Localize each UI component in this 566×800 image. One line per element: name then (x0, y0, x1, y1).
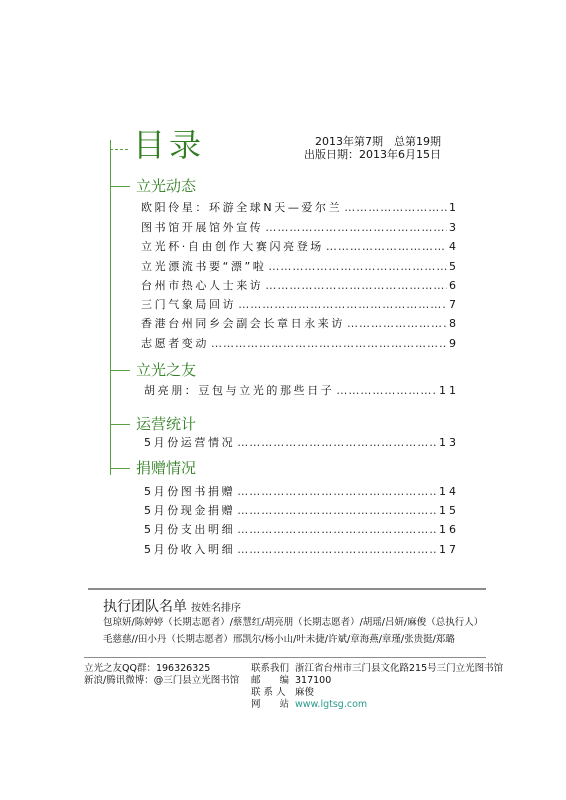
team-subtitle: 按姓名排序 (191, 603, 241, 614)
website-row (251, 699, 367, 711)
section-tick-4 (110, 468, 130, 469)
entry-title: 欧阳伶星：环游全球N天—爱尔兰 (141, 201, 343, 214)
toc-entry[interactable] (141, 219, 459, 235)
section-tick-3 (110, 424, 130, 425)
address-label: 联系我们 (251, 663, 290, 674)
entry-title: 图书馆开展馆外宣传 (141, 221, 264, 234)
entry-leader (336, 384, 437, 398)
toc-entry[interactable] (141, 434, 459, 450)
entry-title: 立光漂流书要“漂”啦 (141, 260, 267, 273)
footer-divider (84, 657, 486, 658)
entry-leader (326, 240, 447, 254)
publish-date: 出版日期：2013年6月15日 (304, 148, 441, 161)
toc-entry[interactable] (141, 315, 459, 331)
entry-page: 9 (449, 337, 459, 350)
entry-page: 15 (439, 504, 459, 517)
weibo[interactable]: 新浪/腾讯微博：@三门县立光图书馆 (84, 675, 240, 686)
section-heading: 立光之友 (136, 361, 197, 379)
entry-title: 台州市热心人士来访 (141, 279, 264, 292)
entry-leader (211, 337, 447, 351)
toc-entry[interactable] (141, 296, 459, 312)
entry-page: 8 (449, 317, 459, 330)
entry-leader (237, 485, 437, 499)
entry-leader (237, 543, 437, 557)
issue-number: 2013年第7期 总第19期 (315, 135, 441, 148)
entry-leader (347, 317, 447, 331)
entry-leader (265, 279, 447, 293)
section-heading: 捐赠情况 (136, 459, 197, 477)
entry-leader (265, 221, 447, 235)
title-tick (110, 149, 128, 150)
entry-page: 11 (439, 384, 459, 397)
toc-entry[interactable] (141, 258, 459, 274)
entry-title: 三门气象局回访 (141, 298, 237, 311)
entry-title: 5月份收入明细 (144, 543, 236, 556)
entry-page: 1 (449, 201, 459, 214)
entry-page: 14 (439, 485, 459, 498)
toc-entry[interactable] (141, 238, 459, 254)
entry-page: 4 (449, 240, 459, 253)
contact-value: 麻俊 (295, 687, 315, 698)
entry-title: 立光杯·自由创作大赛闪亮登场 (141, 240, 324, 253)
contact-label: 联 系 人 (251, 687, 286, 698)
entry-title: 5月份运营情况 (144, 436, 236, 449)
toc-entry[interactable] (141, 335, 459, 351)
entry-title: 5月份现金捐赠 (144, 504, 236, 517)
toc-entry[interactable] (141, 382, 459, 398)
entry-page: 5 (449, 260, 459, 273)
entry-page: 3 (449, 221, 459, 234)
entry-leader (237, 504, 437, 518)
contact-row (251, 687, 314, 699)
toc-entry[interactable] (141, 199, 459, 215)
section-heading: 立光动态 (136, 177, 197, 195)
section-divider (88, 588, 486, 590)
address-row (251, 663, 503, 675)
entry-title: 5月份图书捐赠 (144, 485, 236, 498)
website-link[interactable]: www.lgtsg.com (295, 699, 368, 710)
entry-page: 13 (439, 436, 459, 449)
team-members-line-2: 毛慈慈//田小丹（长期志愿者）邢凯尔/杨小山/叶未捷/许斌/章海燕/章瑾/张贵挺/郑璐 (103, 634, 455, 645)
entry-title: 志愿者变动 (141, 337, 209, 350)
entry-page: 7 (449, 298, 459, 311)
section-heading: 运营统计 (136, 415, 197, 433)
entry-page: 6 (449, 279, 459, 292)
entry-page: 17 (439, 543, 459, 556)
toc-entry[interactable] (141, 483, 459, 499)
section-tick-1 (110, 186, 130, 187)
entry-title: 胡亮朋：豆包与立光的那些日子 (144, 384, 335, 397)
toc-entry[interactable] (141, 521, 459, 537)
postcode-label: 邮 编 (251, 675, 290, 686)
team-members-line-1: 包琼妍/陈婷婷（长期志愿者）/蔡慧红/胡亮朋（长期志愿者）/胡瑶/吕妍/麻俊（总执行人） (103, 617, 484, 628)
entry-leader (268, 260, 447, 274)
team-title: 执行团队名单 (103, 599, 187, 615)
page-title: 目录 (133, 126, 206, 164)
issue-info (304, 135, 441, 161)
entry-leader (344, 201, 447, 215)
toc-entry[interactable] (141, 277, 459, 293)
toc-entry[interactable] (141, 502, 459, 518)
toc-entry[interactable] (141, 541, 459, 557)
section-tick-2 (110, 370, 130, 371)
address-value: 浙江省台州市三门县文化路215号三门立光图书馆 (295, 663, 504, 674)
entry-title: 香港台州同乡会副会长章日永来访 (141, 317, 345, 330)
entry-leader (237, 436, 437, 450)
entry-leader (238, 298, 447, 312)
entry-page: 16 (439, 523, 459, 536)
team-heading (103, 596, 241, 616)
entry-leader (237, 523, 437, 537)
postcode-value: 317100 (295, 675, 332, 686)
qq-group: 立光之友QQ群：196326325 (84, 663, 211, 674)
postcode-row (251, 675, 331, 687)
website-label: 网 站 (251, 699, 290, 710)
entry-title: 5月份支出明细 (144, 523, 236, 536)
